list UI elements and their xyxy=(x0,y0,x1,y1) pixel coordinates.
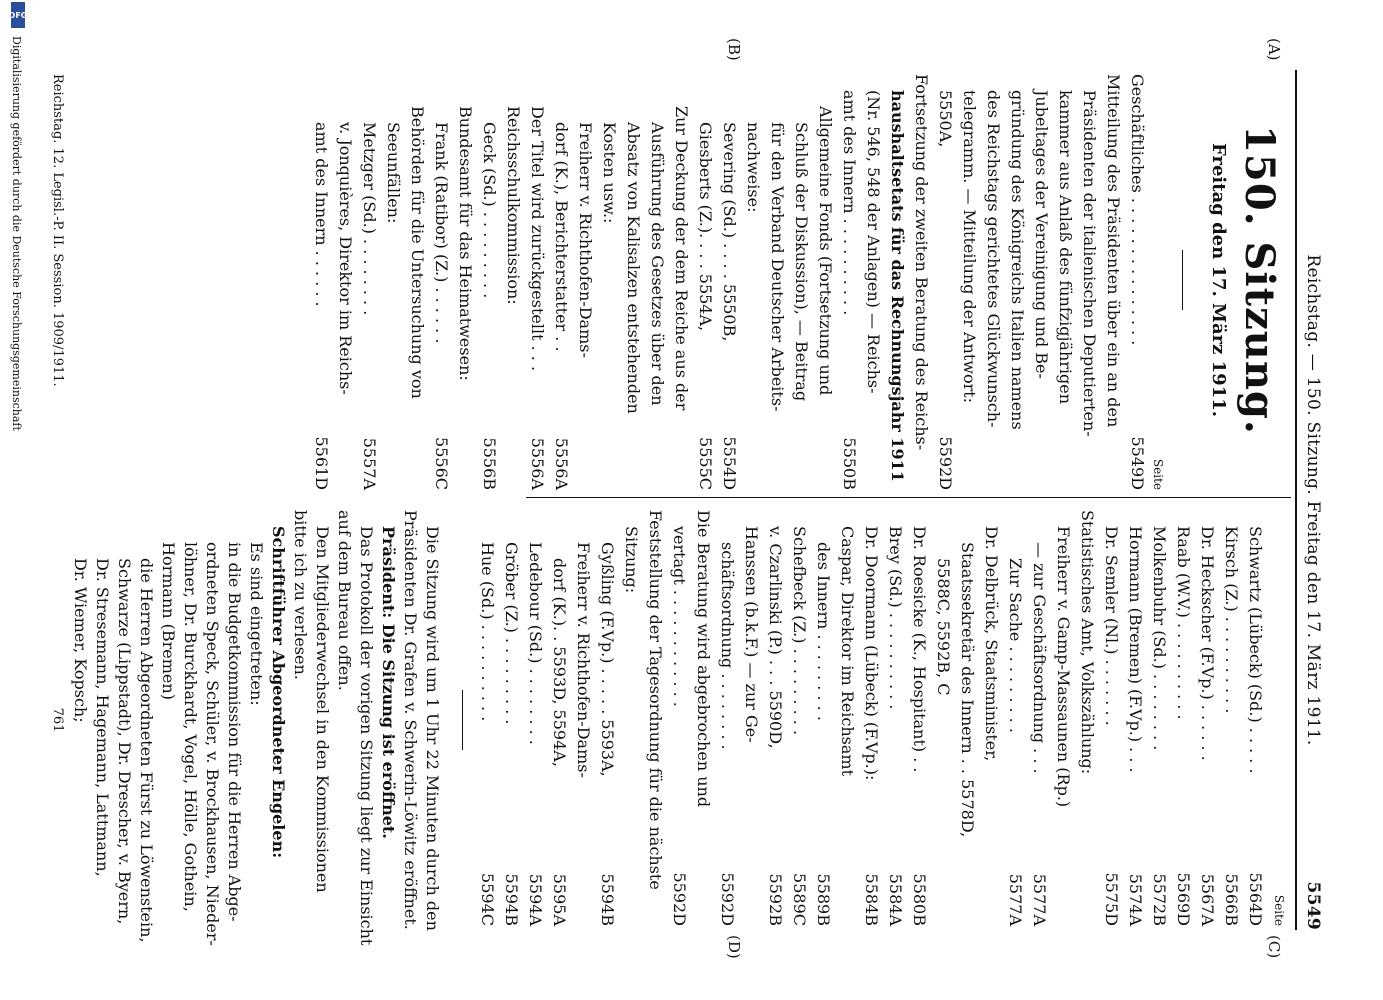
entry-text: Schluß der Diskussion), — Beitrag xyxy=(792,122,811,402)
entry-row xyxy=(223,510,245,926)
entry-text: v. Czarlinski (P.) . . . 5590D, xyxy=(766,526,785,749)
entry-text: Statistisches Amt, Volkszählung: xyxy=(1078,510,1097,775)
page-reference: 5594C xyxy=(478,873,497,926)
entry-text: 5550A, xyxy=(936,90,955,148)
entry-text: Schwarze (Lippstadt), Dr. Drescher, v. Byern, xyxy=(115,558,134,925)
entry-text: Präsident: Die Sitzung ist eröffnet. xyxy=(379,526,398,839)
entry-row xyxy=(1243,510,1267,926)
entry-row xyxy=(643,510,667,926)
page-reference: 5569D xyxy=(1174,872,1193,926)
entry-text: Die Sitzung wird um 1 Uhr 22 Minuten durch den xyxy=(423,526,442,931)
page-number: 5549 xyxy=(1303,881,1323,930)
entry-text: Freiherr v. Gamp-Massaunen (Rp.) xyxy=(1054,526,1073,808)
margin-mark-a: (A) xyxy=(1265,38,1283,61)
page-reference: 5580B xyxy=(910,873,929,926)
page-reference: 5574A xyxy=(1126,873,1145,926)
page-reference: 5595A xyxy=(550,873,569,926)
entry-text: 5588C, 5592B, C xyxy=(934,558,953,696)
entry-text: Feststellung der Tagesordnung für die nächste xyxy=(646,510,665,890)
entry-text: Gröber (Z.) . . . . . . . . . xyxy=(502,542,521,725)
page-reference: 5589B xyxy=(814,873,833,926)
entry-row xyxy=(289,510,311,926)
entry-row xyxy=(453,74,477,490)
entry-row xyxy=(1219,510,1243,926)
entry-row xyxy=(1267,510,1291,926)
entry-text: Dr. Delbrück, Staatsminister, xyxy=(982,526,1001,762)
entry-text: Zur Deckung der dem Reiche aus der xyxy=(672,106,691,411)
entry-row xyxy=(717,74,741,490)
footer-sheet-number: 761 xyxy=(50,707,65,733)
digitization-note: Digitalisierung gefördert durch die Deutsche Forschungsgemeinschaft xyxy=(10,36,23,431)
entry-text: löhner, Dr. Burckhardt, Vogel, Hölle, Gothein, xyxy=(181,542,200,912)
session-date: Freitag den 17. März 1911. xyxy=(1208,143,1229,417)
entry-row xyxy=(501,74,525,490)
entry-text: auf dem Bureau offen. xyxy=(335,510,354,691)
margin-mark-b: (B) xyxy=(725,38,743,61)
entry-row xyxy=(981,74,1005,490)
entry-row xyxy=(377,510,399,926)
entry-row xyxy=(1053,74,1077,490)
title-rule xyxy=(1182,250,1183,310)
entry-row xyxy=(693,74,717,490)
entry-text: Gyßling (F.Vp.) . . . . . 5593A, xyxy=(598,542,617,777)
entry-row xyxy=(1123,510,1147,926)
entry-text: gründung des Königreichs Italien namens xyxy=(1008,90,1027,430)
page-reference: 5594A xyxy=(526,873,545,926)
entry-row xyxy=(787,510,811,926)
entry-row xyxy=(1147,510,1171,926)
entry-row xyxy=(333,510,355,926)
entry-text: für den Verband Deutscher Arbeits- xyxy=(768,122,787,412)
entry-text: Reichsschulkommission: xyxy=(504,106,523,305)
page-reference: 5584A xyxy=(886,873,905,926)
page-reference: 5592D xyxy=(718,872,737,926)
page-reference: 5575D xyxy=(1102,872,1121,926)
entry-text: Molkenbuhr (Sd.) . . . . . . . . xyxy=(1150,526,1169,751)
entry-row xyxy=(883,510,907,926)
page-reference: 5555C xyxy=(696,437,715,490)
entry-row xyxy=(621,74,645,490)
entry-row xyxy=(573,74,597,490)
entry-text: Dr. Roesicke (K., Hospitant) . . xyxy=(910,526,929,773)
entry-row xyxy=(955,510,979,926)
entry-row xyxy=(245,510,267,926)
entry-row xyxy=(429,74,453,490)
entry-row xyxy=(499,510,523,926)
entry-text: Es sind eingetreten: xyxy=(247,542,266,706)
entry-row xyxy=(475,510,499,926)
entry-text: Hue (Sd.) . . . . . . . . . . xyxy=(478,542,497,722)
entry-text: — zur Geschäftsordnung . . . xyxy=(1030,542,1049,774)
entry-text: Jubeltages der Vereinigung und Be- xyxy=(1032,90,1051,379)
entry-text: Seeunfällen: xyxy=(384,122,403,224)
page-reference: 5550B xyxy=(840,437,859,490)
page-reference: 5594B xyxy=(598,873,617,926)
entry-row xyxy=(1027,510,1051,926)
entry-text: Staatssekretär des Innern . . 5578D, xyxy=(958,542,977,838)
page-reference: 5564D xyxy=(1246,872,1265,926)
entry-row xyxy=(157,510,179,926)
entry-row xyxy=(1003,510,1027,926)
entry-text: Absatz von Kalisalzen entstehenden xyxy=(624,122,643,414)
dfg-logo-icon: DFG xyxy=(11,2,25,28)
entry-row xyxy=(909,74,933,490)
entry-text: Kosten usw.: xyxy=(600,122,619,224)
entry-text: Dr. Stresemann, Hagemann, Lattmann, xyxy=(93,558,112,877)
entry-row xyxy=(1101,74,1125,490)
entry-text: bitte ich zu verlesen. xyxy=(291,510,310,680)
entry-row xyxy=(645,74,669,490)
entry-row xyxy=(597,74,621,490)
seite-label: Seite xyxy=(1151,458,1165,490)
entry-text: Ausführung des Gesetzes über den xyxy=(648,122,667,406)
entry-row xyxy=(91,510,113,926)
entry-text: Mitteilung des Präsidenten über ein an den xyxy=(1104,74,1123,428)
entry-text: Geck (Sd.) . . . . . . . . . xyxy=(480,122,499,299)
entry-text: Kirsch (Z.) . . . . . . . . . . xyxy=(1222,526,1241,714)
entry-row xyxy=(715,510,739,926)
running-title: Reichstag. — 150. Sitzung. Freitag den 17. März 1911. xyxy=(1303,254,1323,746)
header-rule xyxy=(1295,70,1297,930)
entry-row xyxy=(421,510,443,931)
entry-text: Giesberts (Z.). . . . 5554A, xyxy=(696,122,715,332)
entry-row xyxy=(1077,74,1101,490)
entry-text: Hanssen (b.k.F.) — zur Ge- xyxy=(742,526,761,743)
entry-text: nachweise: xyxy=(744,122,763,213)
entry-text: Schefbeck (Z.) . . . . . . . . . xyxy=(790,526,809,736)
entry-row xyxy=(333,74,357,490)
entry-text: Dr. Semler (Nl.) . . . . . . . xyxy=(1102,526,1121,726)
entry-row xyxy=(547,510,571,926)
page-reference: 5561D xyxy=(312,436,331,490)
entry-row xyxy=(619,510,643,926)
page-reference: 5554D xyxy=(720,436,739,490)
entry-row xyxy=(405,74,429,490)
entry-row xyxy=(763,510,787,926)
page-reference: 5556A xyxy=(528,437,547,490)
entry-row xyxy=(933,74,957,490)
entry-row xyxy=(311,510,333,926)
page-reference: 5556B xyxy=(480,437,499,490)
page-reference: 5577A xyxy=(1006,873,1025,926)
entry-text: Dr. Heckscher (F.Vp.) . . . . . . xyxy=(1198,526,1217,761)
entry-text: Präsidenten Dr. Grafen v. Schwerin-Löwitz eröffnet. xyxy=(401,510,420,930)
page-reference: 5556C xyxy=(432,437,451,490)
entry-row xyxy=(979,510,1003,926)
entry-row xyxy=(957,74,981,490)
entry-text: Sitzung: xyxy=(622,526,641,594)
entry-text: des Innern . . . . . . . . . xyxy=(814,542,833,721)
page-reference: 5556A xyxy=(552,437,571,490)
entry-text: amt des Innern . . . . . . . . . . xyxy=(840,90,859,316)
entry-text: Präsidenten der italienischen Deputierten- xyxy=(1080,90,1099,437)
entry-row xyxy=(859,510,883,926)
entry-row xyxy=(741,74,765,490)
entry-text: (Nr. 546, 548 der Anlagen) — Reichs- xyxy=(864,90,883,394)
entry-text: haushaltsetats für das Rechnungsjahr 1911 xyxy=(888,90,907,482)
entry-row xyxy=(837,74,861,490)
entry-text: Hormann (Bremen) xyxy=(159,542,178,700)
entry-row xyxy=(399,510,421,930)
entry-text: die Herren Abgeordneten Fürst zu Löwenstein, xyxy=(137,558,156,943)
entry-row xyxy=(931,510,955,926)
entry-row xyxy=(381,74,405,490)
entry-row xyxy=(571,510,595,926)
page-reference: 5592B xyxy=(766,873,785,926)
entry-row xyxy=(1099,510,1123,926)
entry-row xyxy=(907,510,931,926)
entry-text: Ledebour (Sd.) . . . . . . . . xyxy=(526,542,545,745)
entry-row xyxy=(861,74,885,490)
entry-row xyxy=(113,510,135,926)
page-reference: 5572B xyxy=(1150,873,1169,926)
entry-text: kammer aus Anlaß des fünfzigjährigen xyxy=(1056,90,1075,405)
entry-row xyxy=(309,74,333,490)
entry-text: Hormann (Bremen) (F.Vp.) . . . xyxy=(1126,526,1145,773)
entry-text: Geschäftliches . . . . . . . . . . . . . . . xyxy=(1128,74,1147,346)
entry-text: Den Mitgliederwechsel in den Kommissionen xyxy=(313,526,332,893)
entry-text: Frank (Ratibor) (Z.) . . . . . . xyxy=(432,122,451,344)
entry-row xyxy=(179,510,201,926)
page-reference: 5567A xyxy=(1198,873,1217,926)
entry-row xyxy=(669,74,693,490)
entry-row xyxy=(525,74,549,490)
session-opening-text xyxy=(69,510,443,946)
entry-row xyxy=(201,510,223,946)
entry-text: Severing (Sd.) . . . . 5550B, xyxy=(720,122,739,342)
margin-mark-c: (C) xyxy=(1265,935,1283,959)
page-reference: Seite xyxy=(1272,894,1286,926)
entry-row xyxy=(1125,74,1149,490)
entry-row xyxy=(835,510,859,926)
entry-row xyxy=(1051,510,1075,926)
entry-row xyxy=(667,510,691,926)
page-reference: 5594B xyxy=(502,873,521,926)
page-reference: 5557A xyxy=(360,437,379,490)
page-reference: 5592D xyxy=(670,872,689,926)
entry-text: dorf (K.), Berichterstatter . . xyxy=(552,122,571,352)
column-divider xyxy=(526,497,1291,498)
entry-text: dorf (K.). . 5593D, 5594A, xyxy=(550,558,569,767)
entry-row xyxy=(595,510,619,926)
entry-text: Die Beratung wird abgebrochen und xyxy=(694,510,713,808)
entry-text: Schriftführer Abgeordneter Engelen: xyxy=(269,526,288,859)
entry-text: Schwartz (Lübeck) (Sd.) . . . . . xyxy=(1246,526,1265,774)
entry-text: schäftsordnung . . . . . . . . xyxy=(718,542,737,750)
entry-text: Allgemeine Fonds (Fortsetzung und xyxy=(816,106,835,396)
entry-text: Dr. Wiemer, Kopsch; xyxy=(71,558,90,723)
entry-row xyxy=(1075,510,1099,926)
entry-row xyxy=(355,510,377,946)
entry-row xyxy=(813,74,837,490)
entry-row xyxy=(1029,74,1053,490)
entry-text: Behörden für die Untersuchung von xyxy=(408,106,427,399)
entry-text: Fortsetzung der zweiten Beratung des Reichs- xyxy=(912,74,931,451)
page-reference: 5592D xyxy=(936,436,955,490)
entry-text: Caspar, Direktor im Reichsamt xyxy=(838,526,857,777)
entry-row xyxy=(357,74,381,490)
entry-row xyxy=(135,510,157,943)
entry-text: telegramm. — Mitteilung der Antwort: xyxy=(960,90,979,404)
section-rule xyxy=(462,690,463,750)
entry-row xyxy=(1171,510,1195,926)
entry-row xyxy=(789,74,813,490)
running-head xyxy=(1301,70,1323,930)
page-reference: 5577A xyxy=(1030,873,1049,926)
entry-row xyxy=(477,74,501,490)
entry-text: v. Jonquières, Direktor im Reichs- xyxy=(336,122,355,395)
entry-row xyxy=(885,74,909,490)
entry-row xyxy=(811,510,835,926)
contents-right-column xyxy=(475,510,1291,926)
entry-row xyxy=(691,510,715,926)
entry-text: in die Budgetkommission für die Herren Abge- xyxy=(225,542,244,922)
entry-text: Bundesamt für das Heimatwesen: xyxy=(456,106,475,381)
entry-row xyxy=(549,74,573,490)
entry-row xyxy=(267,510,289,926)
page-reference: 5566B xyxy=(1222,873,1241,926)
entry-text: Metzger (Sd.) . . . . . . . . xyxy=(360,122,379,316)
entry-row xyxy=(1195,510,1219,926)
margin-mark-d: (D) xyxy=(725,935,743,959)
entry-text: amt des Innern . . . . . . xyxy=(312,122,331,307)
entry-row xyxy=(69,510,91,926)
entry-text: Freiherr v. Richthofen-Dams- xyxy=(574,542,593,778)
entry-text: Dr. Doormann (Lübeck) (F.Vp.): xyxy=(862,526,881,781)
entry-row xyxy=(1005,74,1029,490)
footer-imprint: Reichstag. 12. Legisl.-P. II. Session. 1909/1911. xyxy=(50,74,65,387)
page-reference: 5549D xyxy=(1128,436,1147,490)
session-title: 150. Sitzung. xyxy=(1236,125,1283,435)
page-reference: 5584B xyxy=(862,873,881,926)
entry-text: Raab (W.V.) . . . . . . . . . . xyxy=(1174,526,1193,720)
entry-row xyxy=(739,510,763,926)
entry-row xyxy=(523,510,547,926)
entry-text: Zur Sache . . . . . . . . . xyxy=(1006,558,1025,733)
entry-text: Freiherr v. Richthofen-Dams- xyxy=(576,122,595,358)
entry-text: Der Titel wird zurückgestellt . . . xyxy=(528,106,547,372)
contents-left-column xyxy=(309,74,1149,490)
entry-text: ordneten Speck, Schüler, v. Brockhausen, Nieder- xyxy=(203,542,222,946)
entry-row xyxy=(765,74,789,490)
page-reference: 5589C xyxy=(790,873,809,926)
entry-text: Brey (Sd.) . . . . . . . . . . xyxy=(886,526,905,710)
entry-text: vertagt . . . . . . . . . . . . xyxy=(670,526,689,707)
entry-text: des Reichstags gerichtetes Glückwunsch- xyxy=(984,90,1003,428)
entry-text: Das Protokoll der vorigen Sitzung liegt zur Einsicht xyxy=(357,526,376,946)
